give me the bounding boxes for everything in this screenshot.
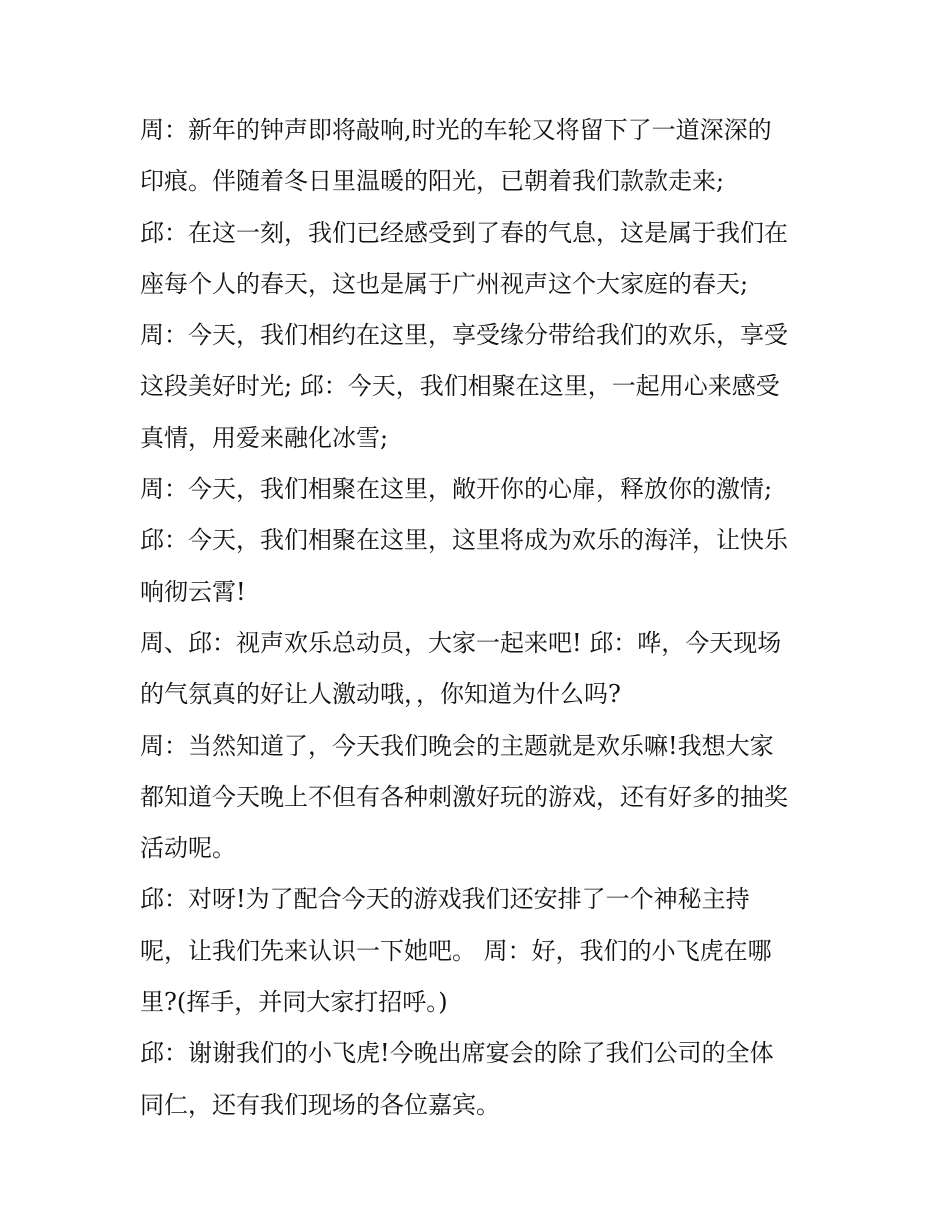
text-line-2: 印痕。伴随着冬日里温暖的阳光，已朝着我们款款走来; bbox=[140, 167, 725, 196]
text-line-18: 里?(挥手，并同大家打招呼。) bbox=[140, 988, 448, 1017]
text-line-8: 周：今天，我们相聚在这里，敞开你的心扉，释放你的激情; bbox=[140, 475, 773, 504]
text-line-19: 邱：谢谢我们的小飞虎!今晚出席宴会的除了我们公司的全体 bbox=[140, 1039, 774, 1068]
text-line-1: 周：新年的钟声即将敲响,时光的车轮又将留下了一道深深的 bbox=[140, 116, 772, 144]
text-line-15: 活动呢。 bbox=[140, 834, 236, 863]
text-line-20: 同仁，还有我们现场的各位嘉宾。 bbox=[140, 1090, 500, 1119]
document-body bbox=[140, 105, 820, 1131]
text-line-6: 这段美好时光; 邱：今天，我们相聚在这里，一起用心来感受 bbox=[140, 372, 780, 401]
text-line-12: 的气氛真的好让人激动哦，，你知道为什么吗? bbox=[140, 680, 621, 709]
text-line-17: 呢，让我们先来认识一下她吧。 周：好，我们的小飞虎在哪 bbox=[140, 936, 772, 965]
text-line-9: 邱：今天，我们相聚在这里，这里将成为欢乐的海洋，让快乐 bbox=[140, 526, 788, 555]
text-line-16: 邱：对呀!为了配合今天的游戏我们还安排了一个神秘主持 bbox=[140, 885, 750, 914]
text-line-13: 周：当然知道了，今天我们晚会的主题就是欢乐嘛!我想大家 bbox=[140, 731, 774, 760]
text-line-3: 邱：在这一刻，我们已经感受到了春的气息，这是属于我们在 bbox=[140, 218, 788, 247]
text-line-11: 周、邱：视声欢乐总动员，大家一起来吧! 邱：哗，今天现场 bbox=[140, 628, 782, 657]
text-line-10: 响彻云霄! bbox=[140, 577, 246, 606]
text-line-4: 座每个人的春天，这也是属于广州视声这个大家庭的春天; bbox=[140, 269, 749, 298]
text-line-14: 都知道今天晚上不但有各种刺激好玩的游戏，还有好多的抽奖 bbox=[140, 782, 788, 811]
text-line-5: 周：今天，我们相约在这里，享受缘分带给我们的欢乐，享受 bbox=[140, 321, 788, 350]
text-line-7: 真情，用爱来融化冰雪; bbox=[140, 423, 389, 452]
